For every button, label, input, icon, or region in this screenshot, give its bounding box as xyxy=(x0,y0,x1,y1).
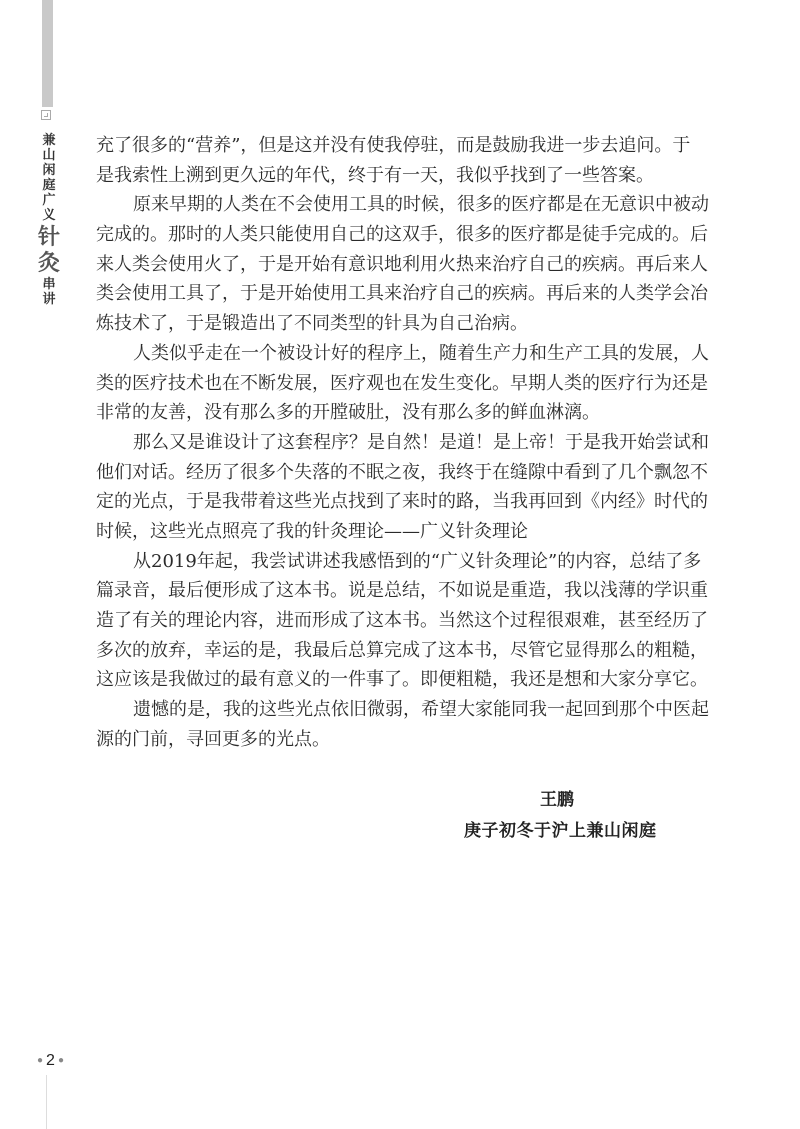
text-line: 多次的放弃，幸运的是，我最后总算完成了这本书，尽管它显得那么的粗糙， xyxy=(96,639,708,661)
fret-ornament-icon xyxy=(41,110,51,120)
text-line: 类会使用工具了，于是开始使用工具来治疗自己的疾病。再后来的人类学会冶 xyxy=(96,283,708,305)
text-line: 来人类会使用火了，于是开始有意识地利用火热来治疗自己的疾病。再后来人 xyxy=(96,253,708,275)
title-char: 串 xyxy=(42,277,56,292)
paragraph xyxy=(96,190,709,338)
running-book-title xyxy=(37,133,60,307)
body-text xyxy=(96,131,709,754)
page-number xyxy=(34,1052,67,1070)
paragraph xyxy=(96,695,709,754)
dot-icon: ● xyxy=(57,1055,64,1067)
title-char: 兼 xyxy=(42,133,56,148)
title-char: 义 xyxy=(42,208,56,223)
text-line: 他们对话。经历了很多个失落的不眠之夜，我终于在缝隙中看到了几个飘忽不 xyxy=(96,461,708,483)
text-line: 源的门前，寻回更多的光点。 xyxy=(96,728,330,750)
text-line: 人类似乎走在一个被设计好的程序上，随着生产力和生产工具的发展，人 xyxy=(133,342,709,364)
text-line: 充了很多的“营养”，但是这并没有使我停驻，而是鼓励我进一步去追问。于 xyxy=(96,135,691,156)
text-line: 炼技术了，于是锻造出了不同类型的针具为自己治病。 xyxy=(96,313,528,335)
margin-rule xyxy=(46,1075,47,1129)
text-line: 是我索性上溯到更久远的年代，终于有一天，我似乎找到了一些答案。 xyxy=(96,164,654,186)
text-line: 造了有关的理论内容，进而形成了这本书。当然这个过程很艰难，甚至经历了 xyxy=(96,610,708,631)
text-line: 那么又是谁设计了这套程序？是自然！是道！是上帝！于是我开始尝试和 xyxy=(133,431,709,453)
text-line: 定的光点，于是我带着这些光点找到了来时的路，当我再回到《内经》时代的 xyxy=(96,491,708,513)
text-line: 遗憾的是，我的这些光点依旧微弱，希望大家能同我一起回到那个中医起 xyxy=(133,699,709,721)
text-line: 非常的友善，没有那么多的开膛破肚，没有那么多的鲜血淋漓。 xyxy=(96,402,600,424)
text-line: 完成的。那时的人类只能使用自己的这双手，很多的医疗都是徒手完成的。后 xyxy=(96,224,708,246)
text-line: 类的医疗技术也在不断发展，医疗观也在发生变化。早期人类的医疗行为还是 xyxy=(96,372,708,394)
title-char: 灸 xyxy=(37,250,60,276)
title-char: 山 xyxy=(42,148,56,163)
title-char: 针 xyxy=(37,224,60,250)
text-line: 篇录音，最后便形成了这本书。说是总结，不如说是重造，我以浅薄的学识重 xyxy=(96,580,708,602)
title-char: 讲 xyxy=(42,292,56,307)
author-name: 王鹏 xyxy=(540,790,574,810)
page-number-value: 2 xyxy=(46,1052,55,1069)
title-char: 广 xyxy=(42,193,56,208)
paragraph xyxy=(96,428,709,547)
title-char: 庭 xyxy=(42,178,56,193)
paragraph xyxy=(96,547,708,695)
text-line: 时候，这些光点照亮了我的针灸理论——广义针灸理论 xyxy=(96,520,528,542)
paragraph xyxy=(96,339,709,428)
signature-place-date: 庚子初冬于沪上兼山闲庭 xyxy=(464,821,657,841)
text-line: 原来早期的人类在不会使用工具的时候，很多的医疗都是在无意识中被动 xyxy=(133,194,709,216)
sidebar-decor-bar xyxy=(42,0,53,107)
text-line: 这应该是我做过的最有意义的一件事了。即便粗糙，我还是想和大家分享它。 xyxy=(96,669,708,691)
title-char: 闲 xyxy=(42,163,56,178)
text-line: 从2019年起，我尝试讲述我感悟到的“广义针灸理论”的内容，总结了多 xyxy=(133,550,702,572)
dot-icon: ● xyxy=(37,1055,44,1067)
paragraph xyxy=(96,131,690,190)
